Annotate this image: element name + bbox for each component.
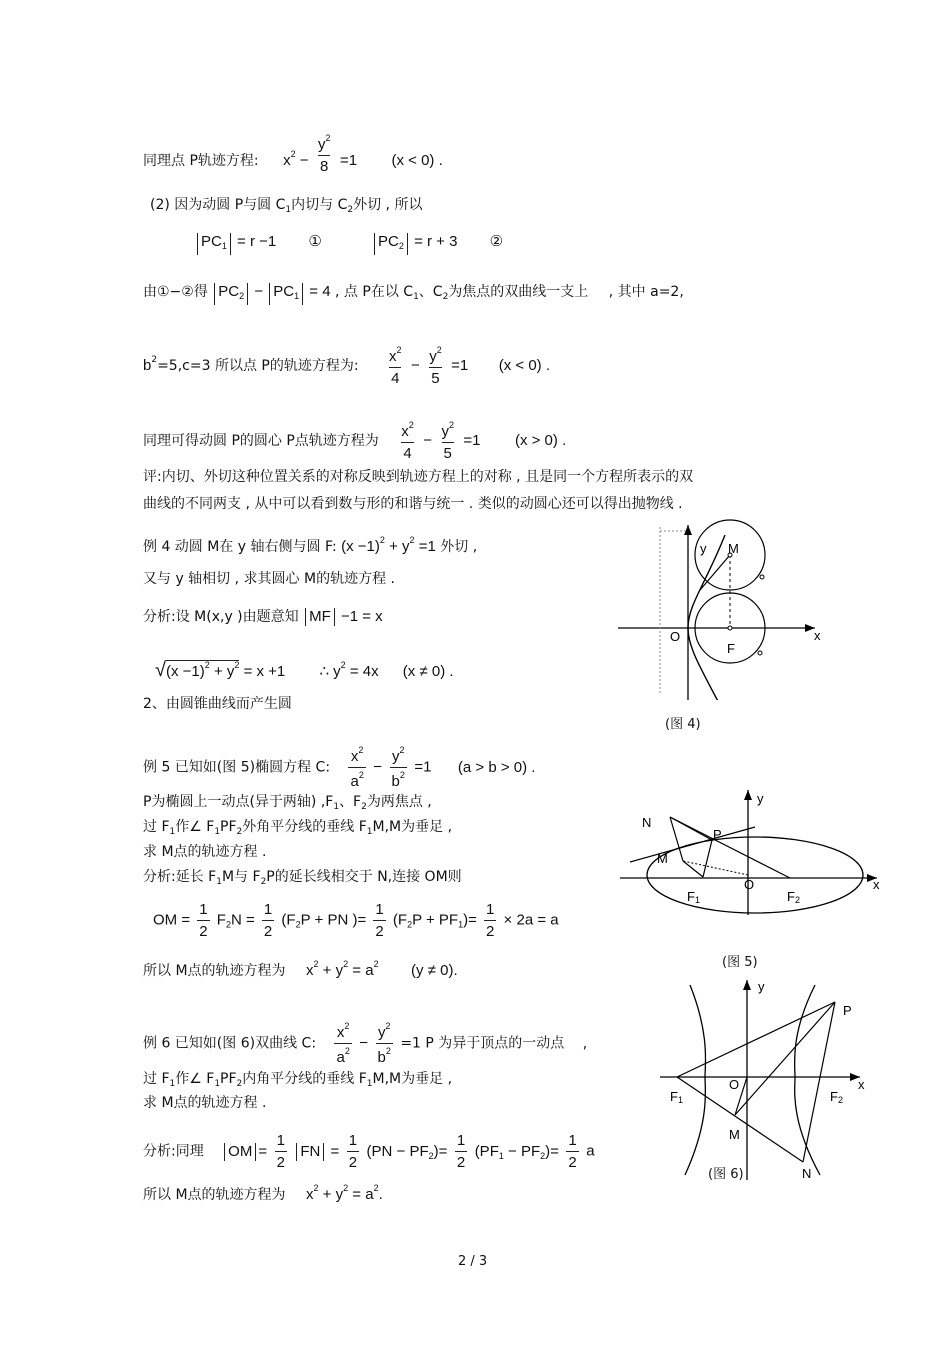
sup: 2	[340, 660, 346, 670]
fraction	[427, 346, 444, 386]
example-5-line-3	[143, 820, 452, 837]
math: PC	[378, 233, 399, 250]
sup: 2	[344, 1021, 350, 1031]
sub: 2	[428, 1150, 434, 1161]
math: + y	[322, 1186, 344, 1203]
math: = 4x	[349, 663, 379, 680]
label-f2-sub: 2	[837, 1095, 843, 1105]
fraction	[334, 1022, 351, 1065]
condition: (a > b > 0) .	[457, 758, 536, 776]
abs: FN	[296, 1143, 324, 1161]
den: 2	[484, 920, 496, 939]
den: 5	[442, 442, 454, 461]
analysis-5-result	[143, 960, 458, 978]
sub: 2	[260, 877, 267, 887]
sub: 1	[366, 1079, 373, 1089]
num: 1	[375, 901, 384, 918]
math: x	[305, 962, 314, 979]
fraction	[197, 902, 209, 939]
tangent-line	[630, 827, 755, 862]
math: 1	[423, 758, 432, 776]
label-y: y	[757, 791, 764, 806]
fraction	[262, 902, 274, 939]
math: + y	[322, 962, 344, 979]
den: 4	[389, 367, 401, 386]
math: N =	[230, 911, 255, 929]
circle-number: ②	[489, 233, 504, 250]
label-f2	[830, 1089, 843, 1105]
fraction	[390, 746, 407, 789]
sup: 2	[234, 660, 240, 670]
figure-5-caption: (图 5)	[722, 955, 758, 970]
circle-number: ①	[308, 233, 322, 250]
text: 外切 ,	[440, 539, 478, 555]
fraction	[566, 1133, 578, 1170]
num: 1	[199, 901, 208, 918]
math: −	[423, 432, 432, 449]
abs: $PC_2$	[214, 283, 248, 305]
sub: 1	[169, 827, 176, 837]
y-axis-arrow	[744, 790, 752, 800]
parabola	[688, 535, 725, 700]
math: .	[378, 1186, 383, 1203]
text: , 其中 a=2,	[608, 284, 684, 300]
analysis-5-equation	[153, 902, 559, 939]
figure-6	[655, 975, 880, 1185]
example-5-line-4: 求 M点的轨迹方程 .	[143, 844, 267, 860]
sub: 2	[236, 827, 243, 837]
text: 例 5 已知如(图 5)椭圆方程 C:	[143, 759, 331, 776]
text: PF	[220, 819, 237, 835]
fraction	[399, 421, 416, 461]
segment-f1-p	[703, 840, 712, 877]
point-f	[728, 626, 732, 630]
fraction	[387, 346, 404, 386]
math: =1	[339, 152, 358, 169]
fraction	[439, 421, 456, 461]
segment-o-m	[683, 861, 748, 875]
label-x: x	[858, 1077, 865, 1092]
sup: 2	[385, 1021, 391, 1031]
num: x	[350, 748, 359, 765]
bisector	[735, 1002, 835, 1115]
line-equations-1-2	[195, 233, 503, 255]
sup: 2	[448, 420, 454, 430]
math: (PN − PF	[366, 1142, 429, 1160]
text: 外角平分线的垂线 F	[242, 819, 367, 835]
text: 内切与 C	[291, 197, 348, 213]
num: x	[401, 423, 409, 440]
sub: 1	[413, 292, 419, 302]
text: 作∠ F	[175, 819, 215, 835]
label-f1-sub: 1	[694, 895, 700, 905]
comment-line-1: 评:内切、外切这种位置关系的对称反映到轨迹方程上的对称 , 且是同一个方程所表示的双	[143, 469, 694, 485]
label-p: P	[713, 827, 722, 842]
text: 所以 M点的轨迹方程为	[143, 1187, 286, 1203]
fraction	[275, 1133, 287, 1170]
abs	[197, 233, 231, 255]
label-f1-sub: 1	[677, 1095, 683, 1105]
math: = 4	[309, 283, 331, 300]
label-f: F	[727, 641, 735, 656]
sup: 2	[313, 959, 319, 969]
sub: 1	[214, 827, 221, 837]
sup: 2	[358, 745, 364, 755]
line-case-2	[150, 198, 422, 215]
figure-6-caption: (图 6)	[708, 1167, 744, 1182]
math: (F	[392, 911, 408, 929]
abs: MF	[305, 608, 335, 626]
den: 2	[262, 920, 274, 939]
math: (F	[281, 911, 296, 929]
label-o: O	[729, 1077, 740, 1092]
sub: 2	[236, 1079, 243, 1089]
sub: 1	[294, 291, 300, 301]
sup: 2	[399, 745, 405, 755]
condition: (x ≠ 0) .	[402, 663, 454, 680]
hyperbola-left	[685, 985, 706, 1175]
text: ,	[582, 1035, 588, 1052]
math: P + PF	[412, 911, 459, 929]
example-5-statement	[143, 746, 535, 789]
math: x	[305, 1186, 314, 1203]
sup: 2	[290, 149, 296, 159]
fraction	[348, 746, 365, 789]
hyperbola-right	[795, 985, 820, 1175]
y-axis-arrow	[743, 980, 751, 990]
den: 8	[318, 155, 330, 174]
den: 4	[401, 442, 413, 461]
text: =1 P 为异于顶点的一动点	[400, 1035, 565, 1052]
analysis-5	[143, 870, 462, 887]
text: 过 F	[143, 819, 170, 835]
math: = a	[352, 962, 374, 979]
text: , 点 P在以 C	[335, 284, 414, 300]
label-x: x	[873, 877, 880, 892]
math: P + PN )=	[300, 911, 367, 929]
label-m: M	[657, 851, 668, 866]
analysis-4-equation: $√(x -1)^2 + y^2 = x +1$ ∴ $y^2 = 4x$ (x ≠ 0) .	[155, 659, 454, 681]
num: y	[441, 423, 449, 440]
sub: 1	[214, 1079, 221, 1089]
math: −	[410, 357, 420, 374]
sub: 1	[169, 1079, 176, 1089]
text: (2) 因为动圆 P与圆 C	[150, 197, 286, 213]
page-number: 2 / 3	[458, 1254, 488, 1269]
text: M,M为垂足 ,	[372, 819, 453, 835]
abs	[374, 233, 408, 255]
fraction	[347, 1133, 359, 1170]
den: b	[391, 773, 400, 790]
segment-f2-n	[670, 817, 790, 878]
example-4-statement	[143, 536, 477, 554]
math: =1	[451, 357, 469, 374]
math: (x −1)	[165, 663, 205, 680]
den: a	[336, 1049, 345, 1066]
text: 所以 M点的轨迹方程为	[143, 963, 286, 979]
line-b-squared	[143, 346, 550, 386]
text: 同理可得动圆 P的圆心 P点轨迹方程为	[143, 433, 379, 449]
condition: (x < 0) .	[391, 152, 443, 169]
fraction	[376, 1022, 393, 1065]
sub: 2	[398, 241, 404, 251]
sub: 1	[216, 877, 222, 887]
sup: 2	[343, 959, 349, 969]
den: 2	[455, 1151, 467, 1170]
num: y	[317, 136, 326, 153]
math: (x −1)	[341, 538, 380, 555]
condition: (x > 0) .	[514, 432, 567, 449]
den: 2	[566, 1151, 578, 1170]
line-subtract	[143, 283, 684, 305]
text: PF	[220, 1071, 237, 1087]
condition: (y ≠ 0).	[411, 962, 458, 979]
point-tangent-2	[758, 651, 762, 655]
den: 2	[373, 920, 385, 939]
label-f2-letter: F	[787, 889, 795, 904]
math: )=	[433, 1142, 448, 1160]
text: M,M为垂足 ,	[372, 1071, 453, 1087]
label-f1	[670, 1089, 683, 1105]
num: x	[389, 348, 397, 365]
sup: 2	[344, 1046, 350, 1056]
text: 外切 , 所以	[353, 197, 423, 213]
num: y	[377, 1024, 386, 1041]
math: =	[330, 1142, 340, 1160]
sub: 1	[458, 919, 464, 930]
figure-4	[600, 515, 840, 700]
segment-f1-p	[677, 1002, 835, 1077]
math: × 2a = a	[503, 911, 559, 929]
figure-4-caption: (图 4)	[665, 717, 701, 732]
fraction	[316, 134, 333, 174]
sup: 2	[313, 1183, 319, 1193]
math: = x +1	[243, 663, 286, 680]
fraction	[455, 1133, 467, 1170]
sub: 1	[498, 1150, 504, 1161]
text: 由①−②得	[143, 284, 208, 300]
text: 例 6 已知如(图 6)双曲线 C:	[143, 1035, 317, 1052]
sub: 2	[239, 291, 245, 301]
label-f1-letter: F	[670, 1089, 678, 1104]
math: =1	[463, 432, 481, 449]
text: 过 F	[143, 1071, 170, 1087]
line-similarly	[143, 421, 566, 461]
text: 分析:延长 F	[143, 869, 217, 885]
sub: 2	[361, 802, 367, 812]
den: a	[350, 773, 359, 790]
math: = r −1	[237, 233, 277, 250]
math: −	[373, 758, 383, 776]
label-n: N	[802, 1166, 812, 1181]
num: y	[429, 348, 437, 365]
sub: 2	[225, 919, 231, 930]
text: 为焦点的双曲线一支上	[448, 284, 589, 300]
text: 分析:同理	[143, 1143, 204, 1160]
example-6-statement	[143, 1022, 587, 1065]
sup: 2	[204, 660, 210, 670]
num: 1	[276, 1132, 285, 1149]
label-f1-letter: F	[687, 889, 695, 904]
math: − PF	[508, 1142, 541, 1160]
sub: 1	[285, 205, 292, 215]
sup: 2	[373, 959, 379, 969]
math: (PF	[474, 1142, 499, 1160]
math: =1	[418, 538, 436, 555]
label-f1	[687, 889, 700, 905]
label-m: M	[729, 1127, 740, 1142]
text: 分析:设 M(x,y )由题意知	[143, 609, 299, 625]
point-tangent-1	[760, 575, 764, 579]
example-6-line-3: 求 M点的轨迹方程 .	[143, 1095, 267, 1111]
text: 内角平分线的垂线 F	[242, 1071, 367, 1087]
text: 、F	[339, 794, 362, 810]
math: −1 = x	[340, 608, 383, 625]
label-p: P	[843, 1003, 852, 1018]
math: −	[254, 283, 264, 300]
sup: 2	[408, 420, 414, 430]
sup: 2	[343, 1183, 349, 1193]
example-6-line-2	[143, 1072, 452, 1089]
text: 、C	[418, 284, 443, 300]
fraction	[484, 902, 496, 939]
math: ∴ y	[319, 663, 341, 680]
num: x	[336, 1024, 345, 1041]
label-y: y	[758, 979, 765, 994]
text: M与 F	[221, 869, 261, 885]
den: 2	[347, 1151, 359, 1170]
num: 1	[456, 1132, 466, 1149]
sub: 2	[540, 1150, 546, 1161]
fraction	[373, 902, 385, 939]
text: 例 4 动圆 M在 y 轴右侧与圆 F:	[143, 539, 337, 555]
line-trajectory-p-left	[143, 133, 443, 175]
math: a	[586, 1142, 595, 1160]
label-f2	[787, 889, 800, 905]
sup: 2	[436, 345, 442, 355]
math: F	[216, 911, 226, 929]
comment-line-2: 曲线的不同两支 , 从中可以看到数与形的和谐与统一 . 类似的动圆心还可以得出抛物线 .	[143, 496, 683, 512]
text: 同理点 P轨迹方程:	[143, 153, 259, 169]
label-n: N	[642, 815, 652, 830]
label-o: O	[744, 877, 755, 892]
math: )=	[545, 1142, 559, 1160]
sub: 2	[442, 292, 449, 302]
math: −	[359, 1034, 369, 1052]
label-o: O	[670, 629, 681, 644]
example-4-line-2: 又与 y 轴相切 , 求其圆心 M的轨迹方程 .	[143, 571, 395, 587]
math: −	[299, 152, 309, 169]
math: = a	[352, 1186, 374, 1203]
den: 2	[275, 1151, 287, 1170]
sub: 2	[295, 919, 301, 930]
sup: 2	[396, 345, 402, 355]
text: =5,c=3 所以点 P的轨迹方程为:	[157, 358, 359, 374]
sup: 2	[379, 535, 385, 545]
sub: 1	[333, 802, 340, 812]
label-y: y	[700, 541, 707, 556]
analysis-6-result	[143, 1184, 383, 1202]
condition: (x < 0) .	[498, 357, 550, 374]
label-m: M	[728, 541, 739, 556]
math: =	[258, 1142, 268, 1160]
math: + y	[389, 538, 410, 555]
math: =	[414, 758, 424, 776]
sub: 1	[221, 241, 227, 251]
math: OM =	[153, 911, 191, 929]
section-2-title: 2、由圆锥曲线而产生圆	[143, 696, 292, 712]
text: 为两焦点 ,	[366, 794, 432, 810]
den: b	[377, 1049, 386, 1066]
abs: $PC_1$	[269, 283, 303, 305]
example-5-line-2	[143, 795, 432, 812]
figure-5	[615, 785, 890, 915]
abs: OM	[224, 1143, 256, 1161]
sup: 2	[385, 1046, 391, 1056]
math: + y	[213, 663, 235, 680]
text: 作∠ F	[175, 1071, 215, 1087]
analysis-6	[143, 1133, 595, 1170]
math: )=	[463, 911, 477, 929]
sup: 2	[373, 1183, 379, 1193]
num: 1	[486, 901, 495, 918]
num: 1	[348, 1132, 358, 1149]
num: 1	[568, 1132, 577, 1149]
analysis-4	[143, 608, 383, 626]
sub: 2	[407, 919, 413, 930]
num: 1	[263, 901, 273, 918]
segment-p-n	[803, 1002, 835, 1162]
text: P为椭圆上一动点(异于两轴) ,F	[143, 794, 334, 810]
sup: 2	[325, 133, 331, 143]
y-axis-arrow	[684, 525, 692, 535]
sup: 2	[409, 535, 415, 545]
label-f2-sub: 2	[794, 895, 800, 905]
segment-m-f	[700, 555, 730, 590]
sub: 2	[347, 205, 354, 215]
math: = r + 3	[414, 233, 458, 250]
math: PC	[201, 233, 222, 250]
math: b	[143, 357, 152, 374]
sup: 2	[151, 355, 158, 365]
den: 5	[429, 367, 441, 386]
num: y	[391, 748, 400, 765]
sub: 1	[366, 827, 373, 837]
den: 2	[197, 920, 209, 939]
sup: 2	[358, 770, 364, 780]
text: P的延长线相交于 N,连接 OM则	[266, 869, 462, 885]
label-f2-letter: F	[830, 1089, 838, 1104]
sup: 2	[399, 770, 405, 780]
label-x: x	[814, 628, 821, 643]
math: x	[283, 152, 291, 169]
